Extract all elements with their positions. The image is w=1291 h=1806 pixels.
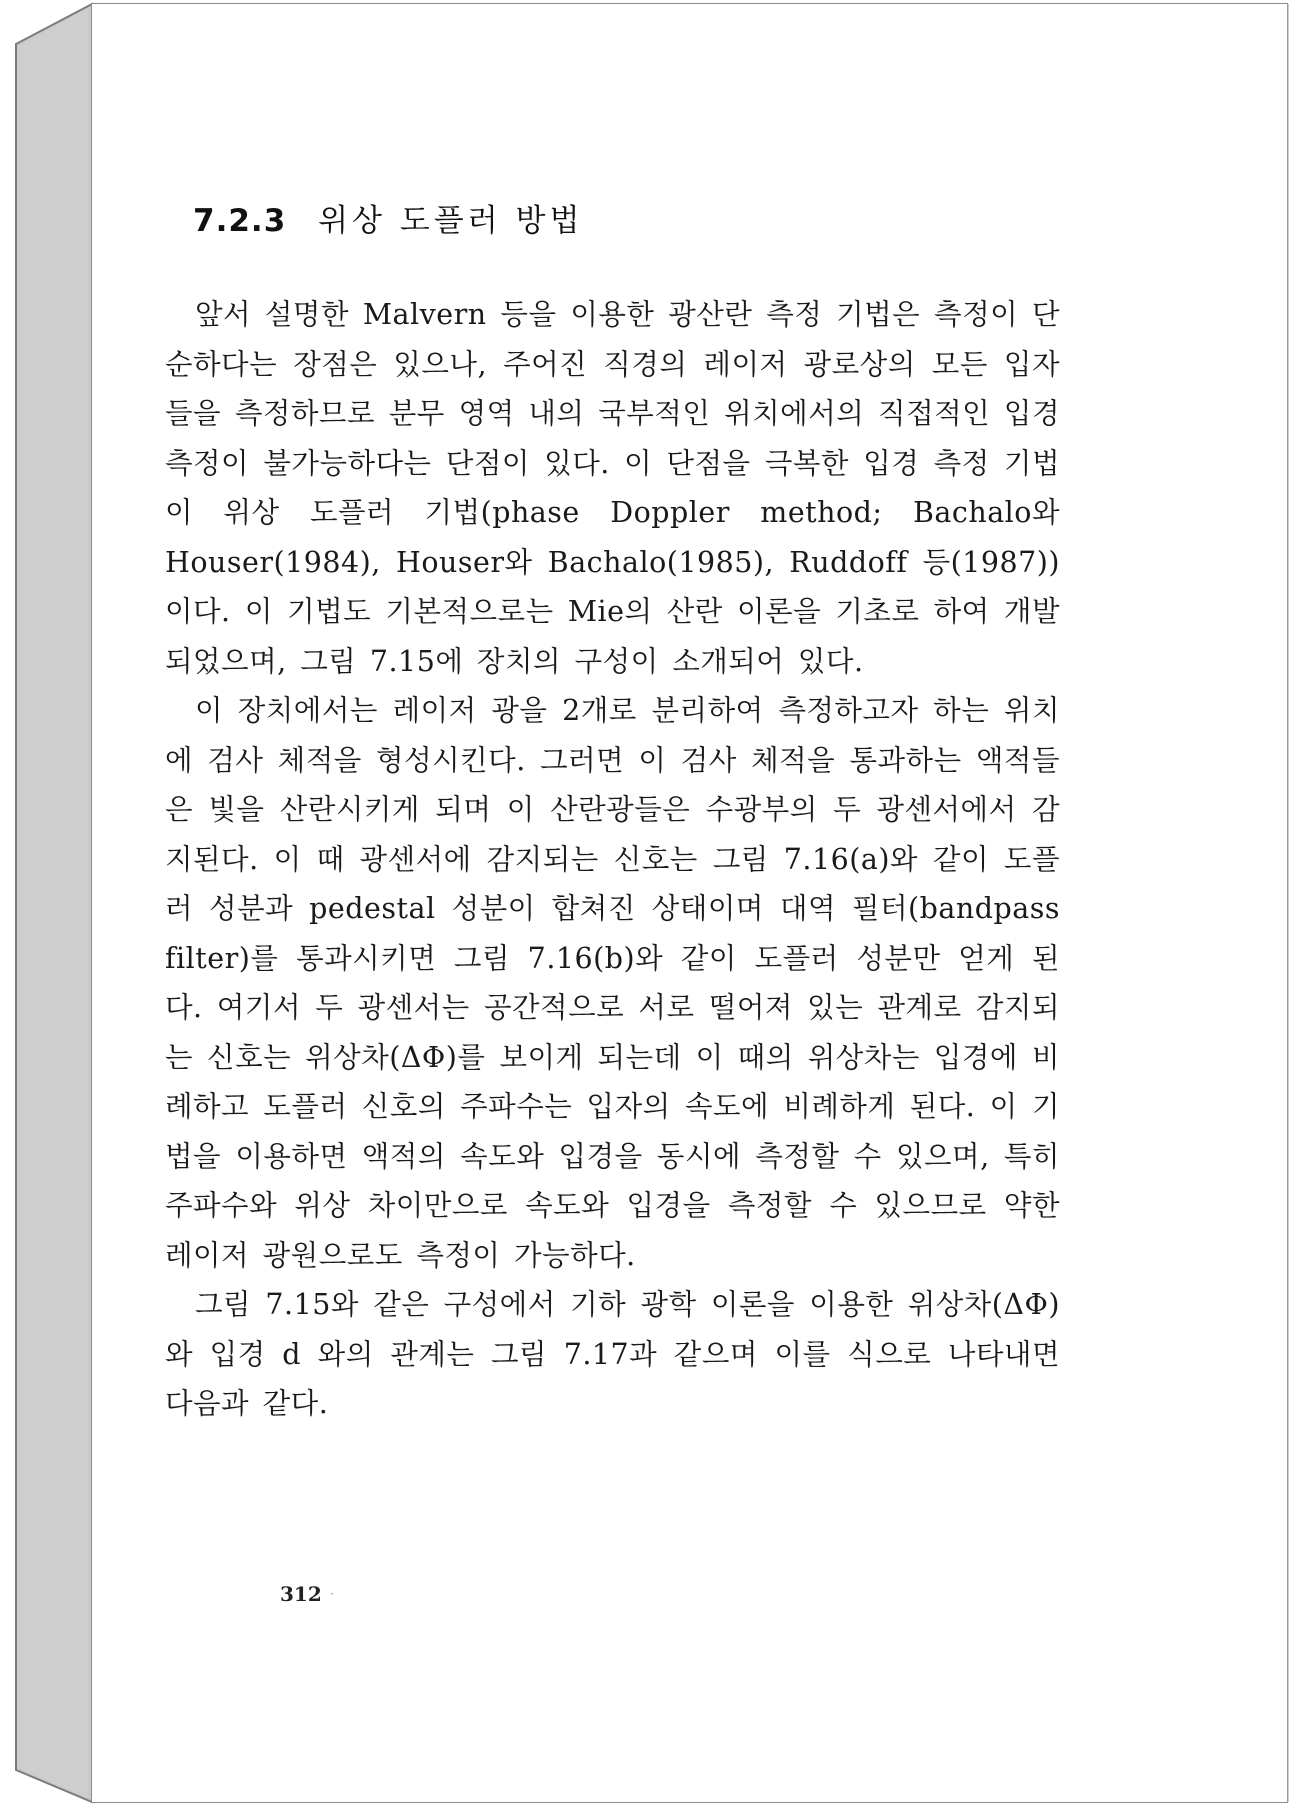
section-title: 위상 도플러 방법 [318, 203, 584, 239]
page-content [165, 195, 1060, 1429]
paragraph-3: 그림 7.15와 같은 구성에서 기하 광학 이론을 이용한 위상차(ΔΦ)와 입경 d 와의 관계는 그림 7.17과 같으며 이를 식으로 나타내면 다음과 같다. [165, 1288, 1060, 1420]
paragraph-1: 앞서 설명한 Malvern 등을 이용한 광산란 측정 기법은 측정이 단순하다는 장점은 있으나, 주어진 직경의 레이저 광로상의 모든 입자들을 측정하므로 분무 영역 내의 국부적인 위치에서의 직접적인 입경 측정이 불가능하다는 단점이 있다. 이 단점을 극복한 입경 측정 기법이 위상 도플러 기법(phase Doppler method; Bachalo와 Houser(1984), Houser와 Bachalo(1985), Ruddoff 등(1987))이다. 이 기법도 기본적으로는 Mie의 산란 이론을 기초로 하여 개발되었으며, 그림 7.15에 장치의 구성이 소개되어 있다. [165, 298, 1060, 678]
section-heading [193, 195, 1060, 240]
section-number: 7.2.3 [193, 203, 287, 239]
paragraph-2: 이 장치에서는 레이저 광을 2개로 분리하여 측정하고자 하는 위치에 검사 체적을 형성시킨다. 그러면 이 검사 체적을 통과하는 액적들은 빛을 산란시키게 되며 이 산란광들은 수광부의 두 광센서에서 감지된다. 이 때 광센서에 감지되는 신호는 그림 7.16(a)와 같이 도플러 성분과 pedestal 성분이 합쳐진 상태이며 대역 필터(bandpass filter)를 통과시키면 그림 7.16(b)와 같이 도플러 성분만 얻게 된다. 여기서 두 광센서는 공간적으로 서로 떨어져 있는 관계로 감지되는 신호는 위상차(ΔΦ)를 보이게 되는데 이 때의 위상차는 입경에 비례하고 도플러 신호의 주파수는 입자의 속도에 비례하게 된다. 이 기법을 이용하면 액적의 속도와 입경을 동시에 측정할 수 있으며, 특히 주파수와 위상 차이만으로 속도와 입경을 측정할 수 있으므로 약한 레이저 광원으로도 측정이 가능하다. [165, 694, 1060, 1272]
page-number-dot: · [330, 1587, 334, 1601]
page-number: 312 [280, 1582, 322, 1606]
